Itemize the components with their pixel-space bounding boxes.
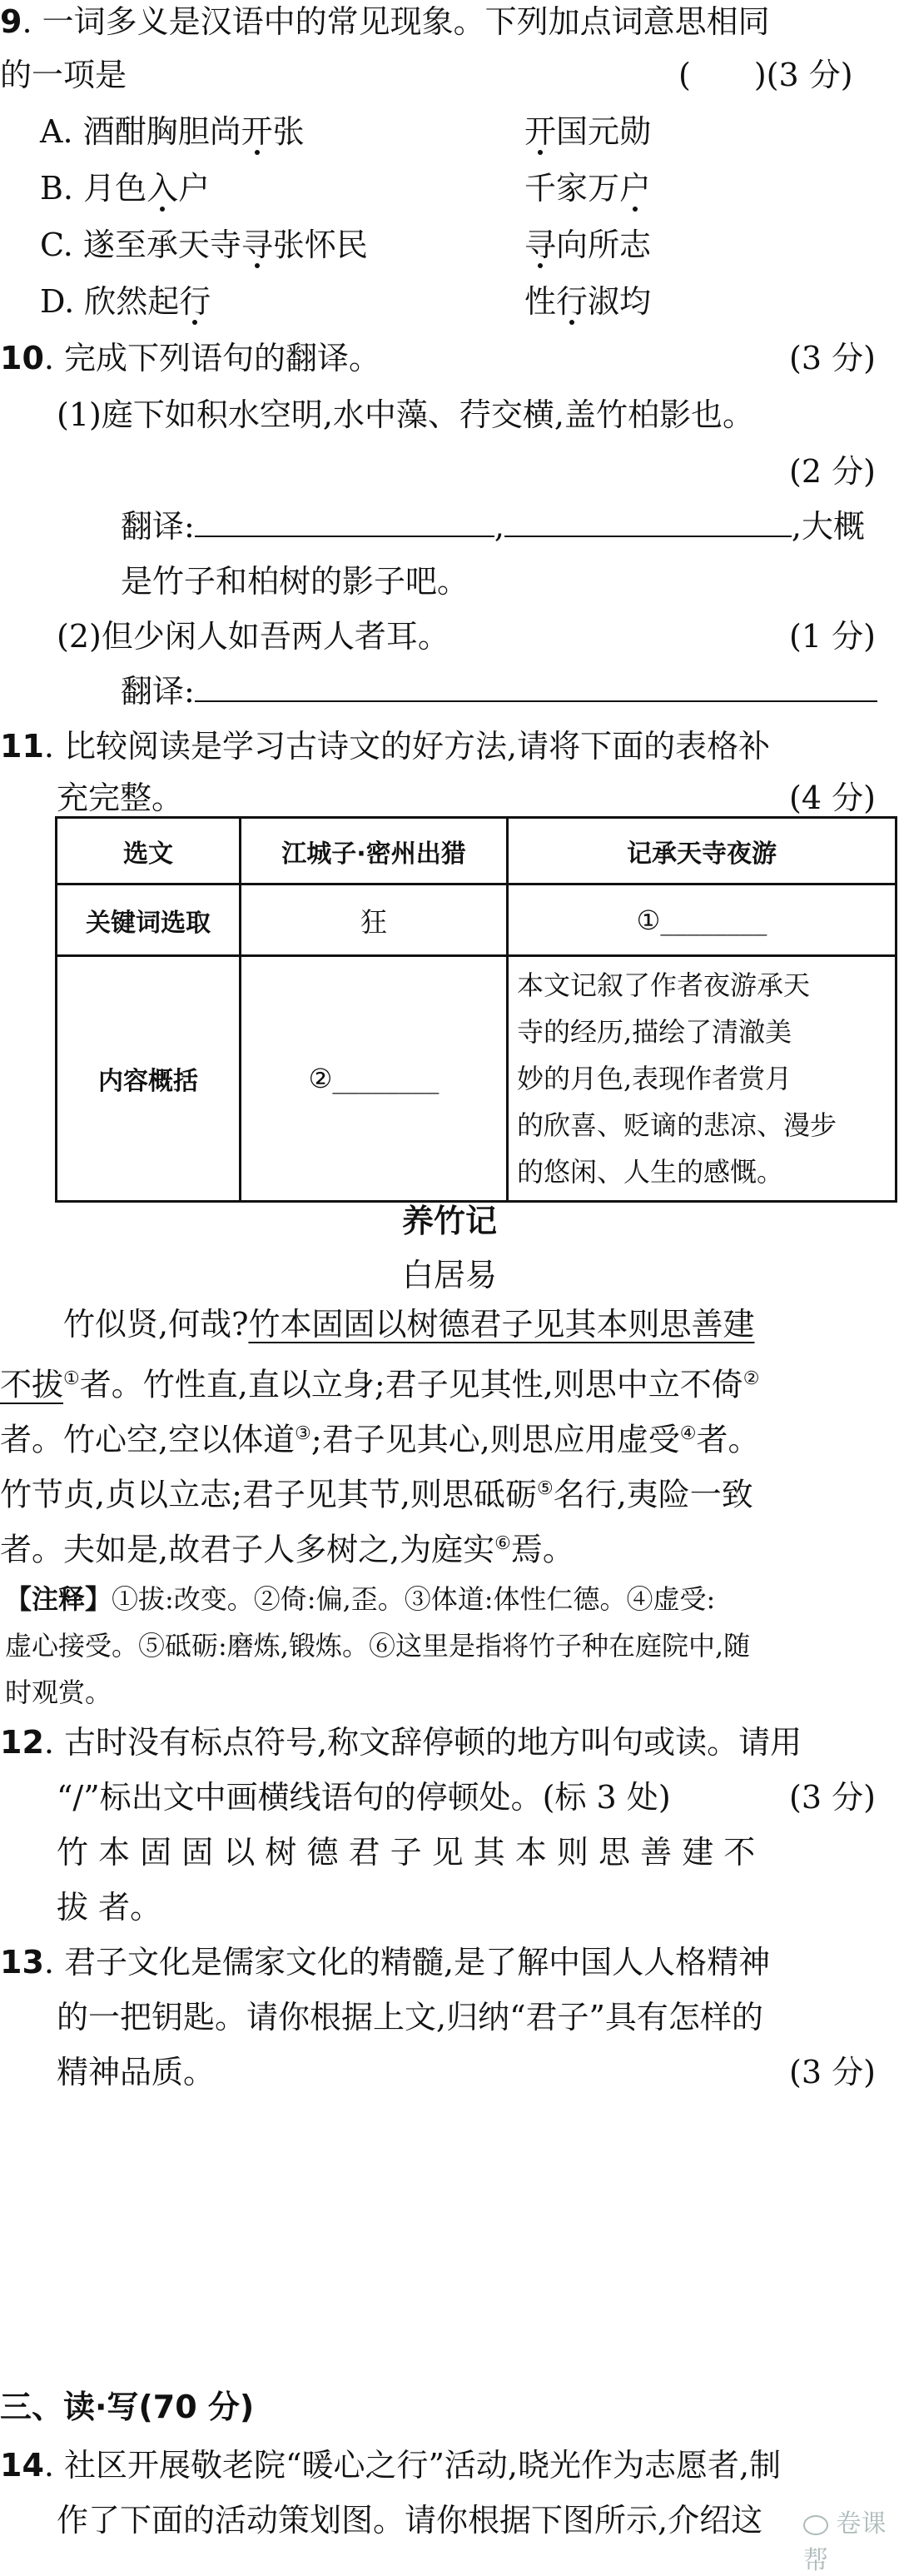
q10-number: 10 — [0, 340, 44, 376]
passage-underlined-text: 竹本固固以树德君子见其本则思善建 — [248, 1306, 755, 1343]
footnote-marker: ④ — [679, 1423, 697, 1444]
passage-text: 竹似贤,何哉? — [0, 1306, 249, 1343]
table-header-row — [57, 818, 897, 884]
q9-option-right — [524, 107, 651, 157]
q9-option-label: C. — [40, 227, 83, 263]
passage-line5 — [0, 1519, 899, 1575]
q9-dotted-char: 开 — [524, 113, 557, 150]
summary-line: 妙的月色,表现作者赏月 — [517, 1063, 792, 1094]
q14-number: 14 — [0, 2447, 44, 2484]
notes-line3: 时观赏。 — [5, 1677, 112, 1708]
q9-number: 9 — [0, 3, 22, 40]
q9-stem-line1 — [0, 0, 899, 47]
passage-text: 者。夫如是,故君子人多树之,为庭实 — [0, 1531, 495, 1568]
q9-option-right — [524, 163, 651, 213]
watermark — [803, 2503, 899, 2576]
footnote-marker: ⑤ — [536, 1478, 554, 1499]
passage-text: 竹节贞,贞以立志;君子见其节,则思砥砺 — [0, 1476, 537, 1513]
comparison-table — [55, 816, 897, 1203]
q9-option-left — [40, 277, 211, 326]
q10-blank1[interactable] — [195, 502, 494, 537]
passage-title: 养竹记 — [401, 1203, 497, 1239]
q11-score: (4 分) — [789, 780, 876, 816]
q12-stem-text: . 古时没有标点符号,称文辞停顿的地方叫句或读。请用 — [43, 1724, 802, 1761]
q14-stem-line2: 作了下面的活动策划图。请你根据下图所示,介绍这 — [57, 2502, 763, 2539]
passage-text: 名行,夷险一致 — [553, 1476, 753, 1513]
q9-option-text: 张怀民 — [272, 227, 368, 263]
q10-stem — [0, 333, 899, 383]
passage-text: ;君子见其心,则思应用虚受 — [310, 1421, 680, 1458]
footnote-marker: ⑥ — [494, 1533, 511, 1554]
q11-stem-line1 — [0, 721, 899, 771]
summary-line: 本文记叙了作者夜游承天 — [517, 969, 811, 1001]
q10-sentence1: (1)庭下如积水空明,水中藻、荇交横,盖竹柏影也。 — [57, 396, 754, 433]
q9-option-text: 酒酣胸胆尚 — [82, 113, 241, 150]
q10-blank2[interactable] — [504, 502, 792, 537]
q12-stem-line2: “/”标出文中画横线语句的停顿处。(标 3 处) — [57, 1779, 671, 1816]
q14-stem-text: . 社区开展敬老院“暖心之行”活动,晓光作为志愿者,制 — [43, 2447, 782, 2484]
table-cell-blank1[interactable]: ①________ — [508, 884, 897, 956]
table-label-keywords: 关键词选取 — [57, 884, 241, 956]
summary-line: 的悠闲、人生的感慨。 — [517, 1156, 784, 1188]
q12-number: 12 — [0, 1724, 44, 1761]
q9-dotted-char: 开 — [241, 113, 273, 150]
watermark-icon — [803, 2515, 828, 2535]
watermark-text: 卷课帮 — [803, 2509, 887, 2575]
q12-sentence-line2: 拔 者。 — [57, 1889, 162, 1926]
q9-option-label: A. — [40, 113, 83, 150]
q11-stem-line2: 充完整。 — [57, 780, 184, 816]
q9-option-text: 淑均 — [588, 283, 652, 320]
q9-option-label: B. — [40, 170, 84, 207]
section3-title: 三、读·写(70 分) — [0, 2389, 255, 2425]
q10-comma: , — [494, 508, 504, 545]
table-header-jiangchengzi: 江城子·密州出猎 — [241, 818, 508, 884]
notes-block — [5, 1576, 896, 1716]
q9-stem-text2: 的一项是 — [0, 57, 127, 93]
q10-stem-text: . 完成下列语句的翻译。 — [43, 340, 381, 376]
q10-translation-label: 翻译: — [121, 508, 195, 545]
q10-score: (3 分) — [789, 340, 876, 376]
table-cell-blank2[interactable]: ②________ — [241, 956, 508, 1202]
q9-option-text: 千家万 — [524, 170, 620, 207]
q10-sentence2: (2)但少闲人如吾两人者耳。 — [57, 618, 450, 655]
passage-line4 — [0, 1464, 899, 1520]
q9-dotted-char: 寻 — [524, 227, 557, 263]
passage-text: 者。竹性直,直以立身;君子见其性,则思中立不倚 — [79, 1366, 743, 1403]
passage-text: 者。竹心空,空以体道 — [0, 1421, 296, 1458]
passage-text: 焉。 — [510, 1531, 574, 1568]
q10-translation1 — [121, 501, 899, 551]
q13-stem-text: . 君子文化是儒家文化的精髓,是了解中国人人格精神 — [43, 1944, 771, 1981]
q10-translation2 — [121, 666, 899, 716]
q9-option-left — [40, 107, 305, 157]
q9-option-left — [40, 220, 368, 270]
q12-score: (3 分) — [789, 1779, 876, 1816]
q9-option-text: 向所志 — [556, 227, 652, 263]
q13-stem-line1 — [0, 1937, 899, 1987]
notes-line2: 虚心接受。⑤砥砺:磨炼,锻炼。⑥这里是指将竹子种在庭院中,随 — [5, 1630, 751, 1662]
q12-sentence-line1: 竹 本 固 固 以 树 德 君 子 见 其 本 则 思 善 建 不 — [57, 1834, 756, 1871]
notes-text: ①拔:改变。②倚:偏,歪。③体道:体性仁德。④虚受: — [112, 1583, 716, 1615]
q10-s2-score: (1 分) — [789, 618, 876, 655]
q9-option-label: D. — [40, 283, 85, 320]
q9-option-text: 户 — [178, 170, 211, 207]
passage-text: 者。 — [696, 1421, 760, 1458]
q9-stem-text: . 一词多义是汉语中的常见现象。下列加点词意思相同 — [22, 3, 770, 40]
q13-score: (3 分) — [789, 2054, 876, 2090]
q9-answer-paren: ( )(3 分) — [678, 57, 853, 93]
q10-blank3[interactable] — [195, 667, 877, 702]
q14-stem-line1 — [0, 2440, 899, 2490]
table-row-summary — [57, 956, 897, 1202]
q12-stem-line1 — [0, 1717, 899, 1767]
q9-option-text: 欣然起 — [84, 283, 180, 320]
passage-line1 — [0, 1299, 899, 1349]
q9-dotted-char: 户 — [619, 170, 652, 207]
q9-option-text: 性 — [524, 283, 557, 320]
q11-stem-text: . 比较阅读是学习古诗文的好方法,请将下面的表格补 — [43, 728, 771, 765]
footnote-marker: ③ — [295, 1423, 311, 1444]
table-cell-summary-text — [508, 956, 897, 1202]
q9-option-right — [524, 220, 651, 270]
q9-option-text: 遂至承天寺 — [82, 227, 241, 263]
passage-underlined-text: 不拔 — [0, 1366, 64, 1403]
q10-translation1-cont: 是竹子和柏树的影子吧。 — [121, 563, 469, 600]
notes-label: 【注释】 — [5, 1583, 112, 1615]
q9-option-text: 张 — [272, 113, 305, 150]
summary-line: 的欣喜、贬谪的悲凉、漫步 — [517, 1109, 837, 1141]
q11-number: 11 — [0, 728, 44, 765]
q10-tail1: ,大概 — [791, 508, 865, 545]
q13-stem-line3: 精神品质。 — [57, 2054, 216, 2090]
q13-stem-line2: 的一把钥匙。请你根据上文,归纳“君子”具有怎样的 — [57, 1999, 763, 2035]
q9-dotted-char: 入 — [147, 170, 179, 207]
q9-option-left — [40, 163, 210, 213]
footnote-marker: ② — [743, 1368, 760, 1389]
table-header-chengtiansi: 记承天寺夜游 — [508, 818, 897, 884]
q10-translation-label2: 翻译: — [121, 673, 195, 710]
q9-dotted-char: 行 — [179, 283, 211, 320]
passage-author: 白居易 — [401, 1257, 497, 1293]
table-label-summary: 内容概括 — [57, 956, 241, 1202]
table-header-selection: 选文 — [57, 818, 241, 884]
q9-dotted-char: 行 — [556, 283, 589, 320]
table-cell-kuang: 狂 — [241, 884, 508, 956]
q13-number: 13 — [0, 1944, 44, 1981]
passage-line3 — [0, 1409, 899, 1465]
q9-option-text: 国元勋 — [556, 113, 652, 150]
footnote-marker: ① — [63, 1368, 80, 1389]
q9-option-text: 月色 — [83, 170, 147, 207]
q9-dotted-char: 寻 — [241, 227, 273, 263]
passage-line2 — [0, 1354, 899, 1410]
summary-line: 寺的经历,描绘了清澈美 — [517, 1016, 792, 1048]
q10-s1-score: (2 分) — [789, 453, 876, 490]
table-row-keywords — [57, 884, 897, 956]
q9-option-right — [524, 277, 651, 326]
notes-line1 — [5, 1576, 896, 1622]
